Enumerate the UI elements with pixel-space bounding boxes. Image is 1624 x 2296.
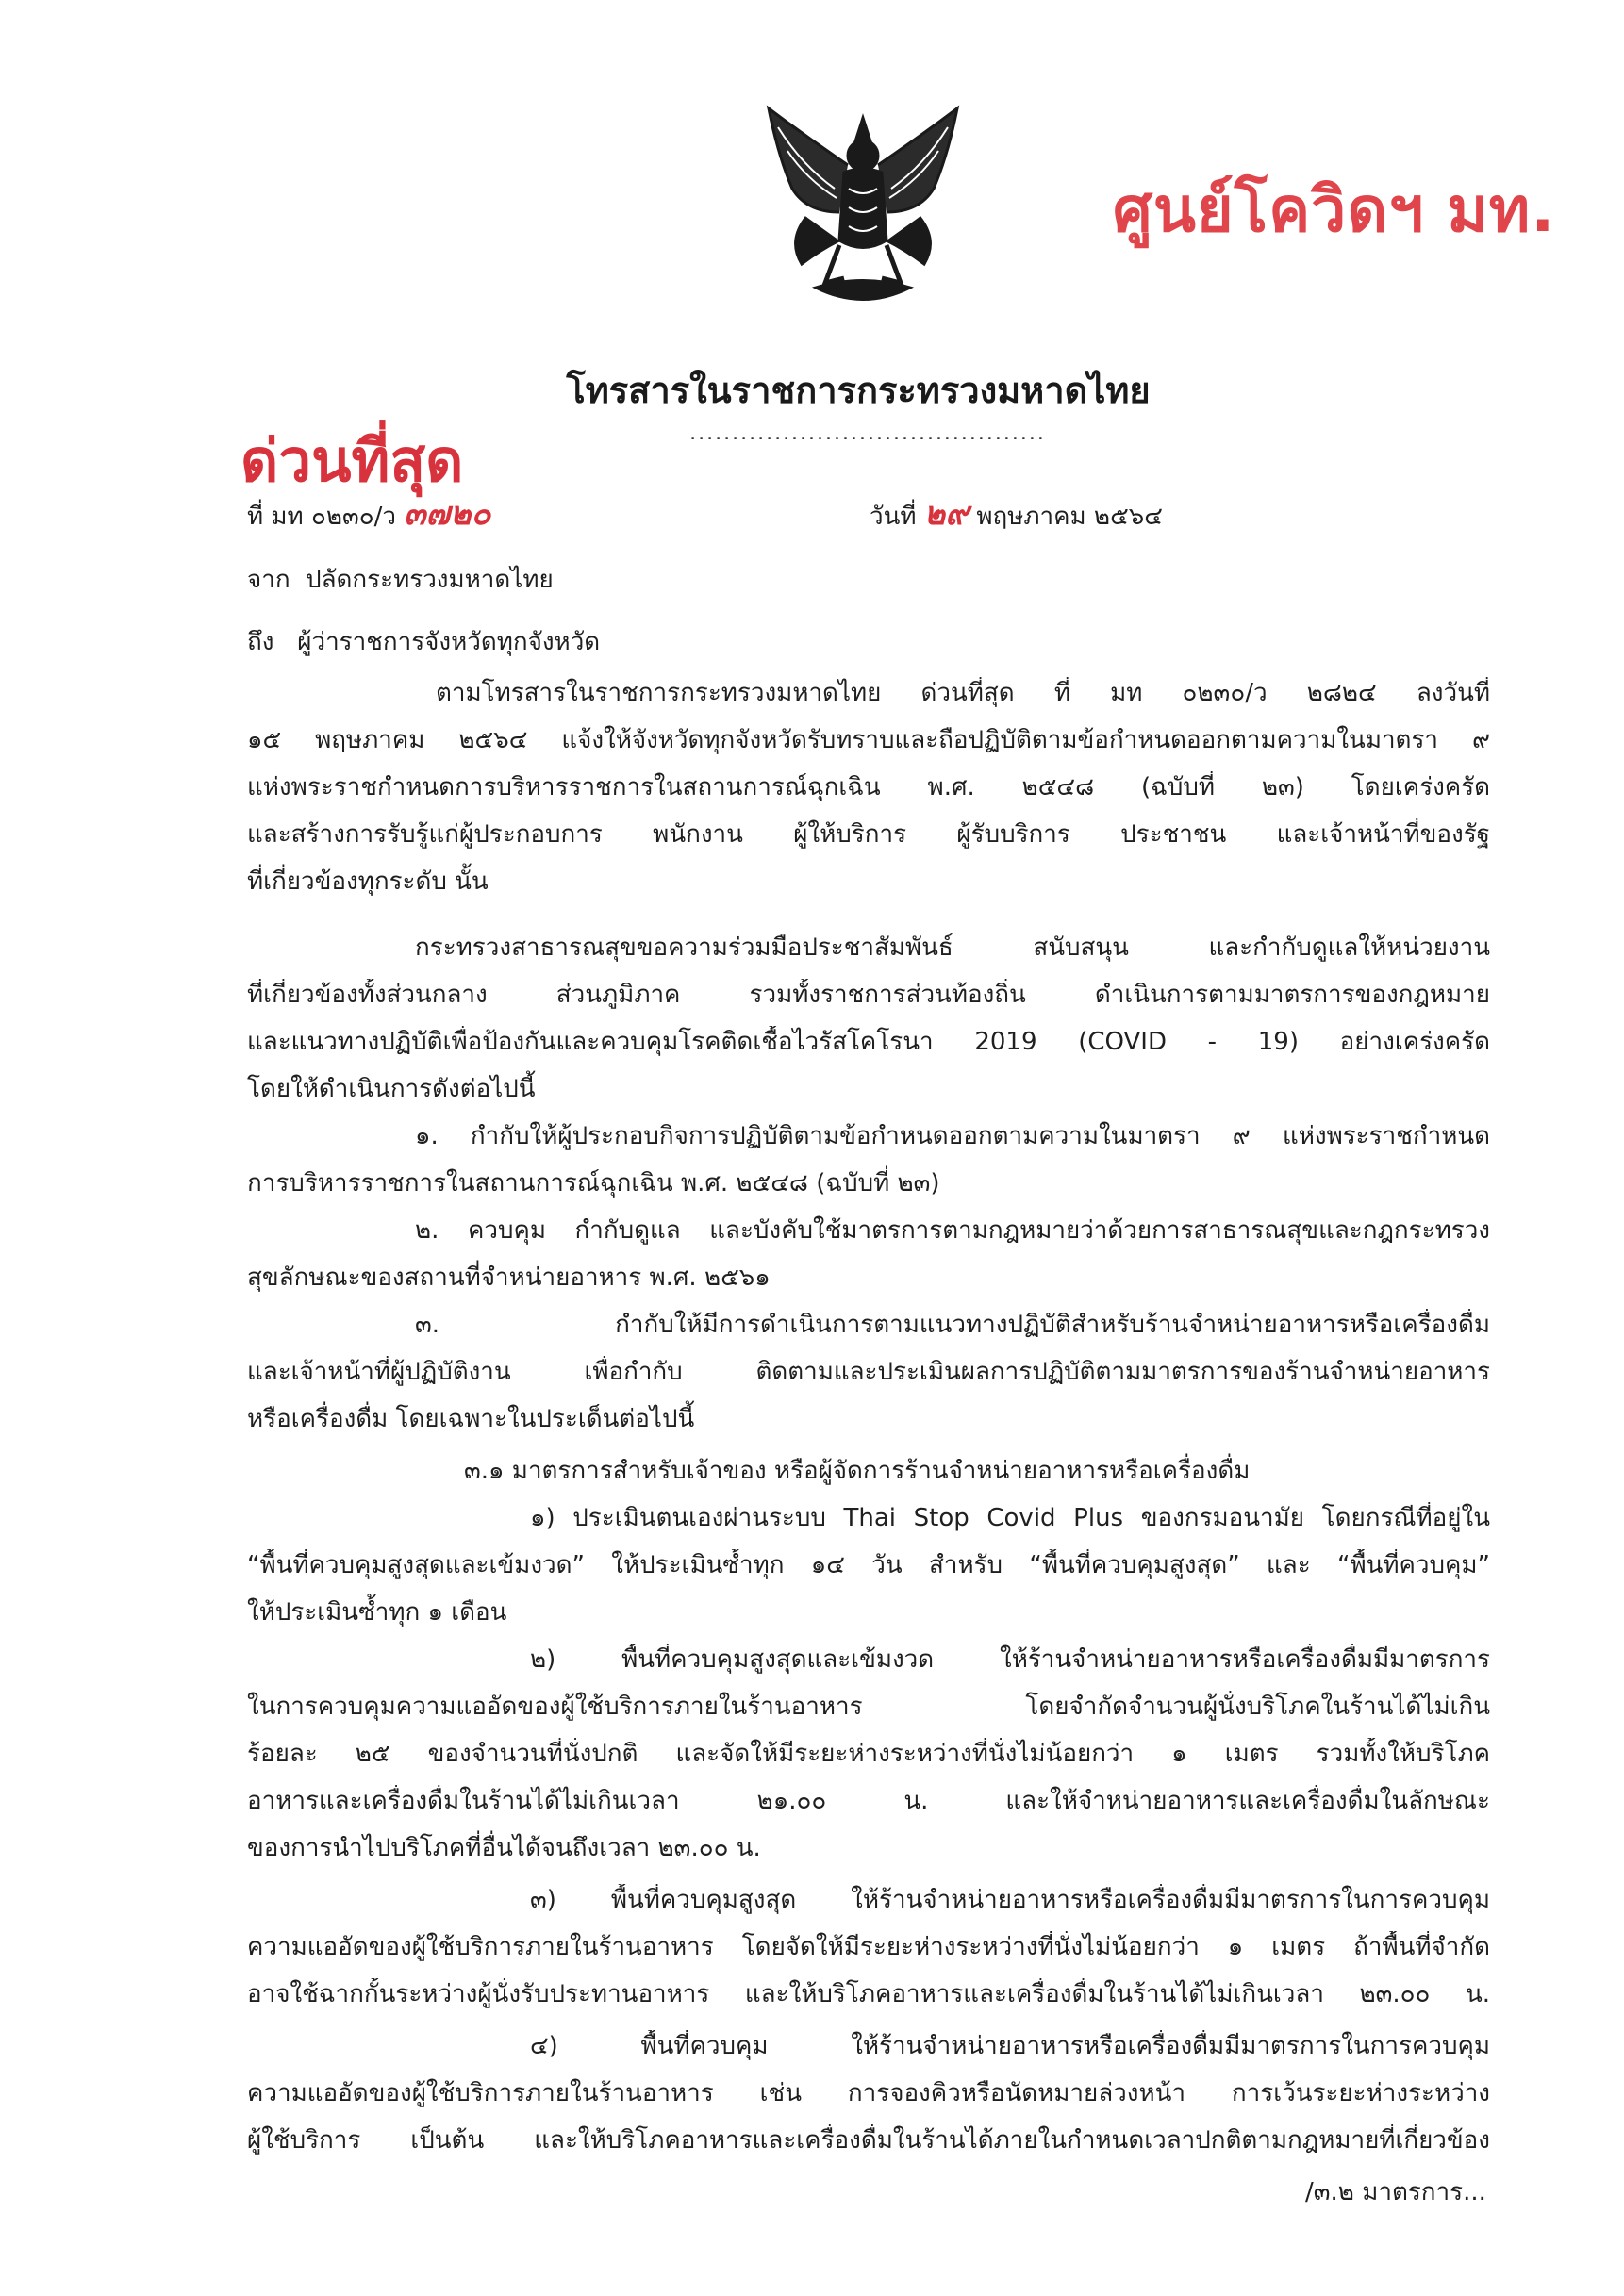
document-title: โทรสารในราชการกระทรวงมหาดไทย <box>566 370 1151 411</box>
body-line: ๑๕ พฤษภาคม ๒๕๖๔ แจ้งให้จังหวัดทุกจังหวัดรับทราบและถือปฏิบัติตามข้อกำหนดออกตามความในมาตรา ๙ <box>247 726 1490 754</box>
from-line <box>247 564 554 596</box>
body-line: อาจใช้ฉากกั้นระหว่างผู้นั่งรับประทานอาหาร และให้บริโภคอาหารและเครื่องดื่มในร้านได้ไม่เกินเวลา ๒๓.๐๐ น. <box>247 1980 1490 2008</box>
reference-number-handwritten: ๓๗๒๐ <box>404 495 491 533</box>
body-line: แห่งพระราชกำหนดการบริหารราชการในสถานการณ์ฉุกเฉิน พ.ศ. ๒๕๔๘ (ฉบับที่ ๒๓) โดยเคร่งครัด <box>247 773 1490 801</box>
reference-number <box>247 495 491 533</box>
to-value: ผู้ว่าราชการจังหวัดทุกจังหวัด <box>297 628 601 656</box>
title-dots: .......................................... <box>689 421 1046 445</box>
body-line: กระทรวงสาธารณสุขขอความร่วมมือประชาสัมพันธ์ สนับสนุน และกำกับดูแลให้หน่วยงาน <box>415 933 1490 962</box>
body-line: และแนวทางปฏิบัติเพื่อป้องกันและควบคุมโรคติดเชื้อไวรัสโคโรนา 2019 (COVID - 19) อย่างเคร่งครัด <box>247 1028 1490 1056</box>
from-label: จาก <box>247 566 290 594</box>
body-line: ๑) ประเมินตนเองผ่านระบบ Thai Stop Covid Plus ของกรมอนามัย โดยกรณีที่อยู่ใน <box>530 1504 1490 1532</box>
body-line: และเจ้าหน้าที่ผู้ปฏิบัติงาน เพื่อกำกับ ติดตามและประเมินผลการปฏิบัติตามมาตรการของร้านจำหน่ายอาหาร <box>247 1358 1490 1386</box>
body-line: การบริหารราชการในสถานการณ์ฉุกเฉิน พ.ศ. ๒๕๔๘ (ฉบับที่ ๒๓) <box>247 1169 940 1198</box>
body-line: โดยให้ดำเนินการดังต่อไปนี้ <box>247 1075 536 1103</box>
body-line: ในการควบคุมความแออัดของผู้ใช้บริการภายในร้านอาหาร โดยจำกัดจำนวนผู้นั่งบริโภคในร้านได้ไม่เกิน <box>247 1693 1490 1721</box>
date-day-handwritten: ๒๙ <box>923 495 969 533</box>
body-line: ความแออัดของผู้ใช้บริการภายในร้านอาหาร โดยจัดให้มีระยะห่างระหว่างที่นั่งไม่น้อยกว่า ๑ เมตร ถ้าพื้นที่จำกัด <box>247 1933 1490 1961</box>
body-line: ๓.๑ มาตรการสำหรับเจ้าของ หรือผู้จัดการร้านจำหน่ายอาหารหรือเครื่องดื่ม <box>464 1457 1251 1485</box>
body-line: ผู้ใช้บริการ เป็นต้น และให้บริโภคอาหารและเครื่องดื่มในร้านได้ภายในกำหนดเวลาปกติตามกฎหมายที่เกี่ยวข้อง <box>247 2126 1490 2155</box>
garuda-emblem <box>750 99 976 316</box>
body-line: ที่เกี่ยวข้องทุกระดับ นั้น <box>247 867 489 896</box>
body-line: ความแออัดของผู้ใช้บริการภายในร้านอาหาร เช่น การจองคิวหรือนัดหมายล่วงหน้า การเว้นระยะห่างระหว่าง <box>247 2079 1490 2107</box>
body-line: ร้อยละ ๒๕ ของจำนวนที่นั่งปกติ และจัดให้มีระยะห่างระหว่างที่นั่งไม่น้อยกว่า ๑ เมตร รวมทั้งให้บริโภค <box>247 1740 1490 1768</box>
body-line: “พื้นที่ควบคุมสูงสุดและเข้มงวด” ให้ประเมินซ้ำทุก ๑๔ วัน สำหรับ “พื้นที่ควบคุมสูงสุด” และ “พื้นที่ควบคุม” <box>247 1551 1490 1579</box>
body-line: และสร้างการรับรู้แก่ผู้ประกอบการ พนักงาน ผู้ให้บริการ ผู้รับบริการ ประชาชน และเจ้าหน้าที่ของรัฐ <box>247 820 1490 849</box>
body-line: อาหารและเครื่องดื่มในร้านได้ไม่เกินเวลา ๒๑.๐๐ น. และให้จำหน่ายอาหารและเครื่องดื่มในลักษณะ <box>247 1787 1490 1815</box>
body-line: ๓) พื้นที่ควบคุมสูงสุด ให้ร้านจำหน่ายอาหารหรือเครื่องดื่มมีมาตรการในการควบคุม <box>530 1886 1490 1914</box>
date-prefix: วันที่ <box>870 503 917 531</box>
body-line: ให้ประเมินซ้ำทุก ๑ เดือน <box>247 1598 507 1627</box>
to-line <box>247 626 600 658</box>
body-line: ๒. ควบคุม กำกับดูแล และบังคับใช้มาตรการตามกฎหมายว่าด้วยการสาธารณสุขและกฎกระทรวง <box>415 1216 1490 1245</box>
body-line: ของการนำไปบริโภคที่อื่นได้จนถึงเวลา ๒๓.๐๐ น. <box>247 1834 761 1862</box>
continuation-note: /๓.๒ มาตรการ... <box>1305 2178 1486 2206</box>
body-line: หรือเครื่องดื่ม โดยเฉพาะในประเด็นต่อไปนี้ <box>247 1405 695 1433</box>
body-line: ๑. กำกับให้ผู้ประกอบกิจการปฏิบัติตามข้อกำหนดออกตามความในมาตรา ๙ แห่งพระราชกำหนด <box>415 1122 1490 1150</box>
urgent-stamp: ด่วนที่สุด <box>240 426 464 495</box>
body-line: ๒) พื้นที่ควบคุมสูงสุดและเข้มงวด ให้ร้านจำหน่ายอาหารหรือเครื่องดื่มมีมาตรการ <box>530 1645 1490 1674</box>
body-line: ที่เกี่ยวข้องทั้งส่วนกลาง ส่วนภูมิภาค รวมทั้งราชการส่วนท้องถิ่น ดำเนินการตามมาตรการของกฎหมาย <box>247 981 1490 1009</box>
body-line: ตามโทรสารในราชการกระทรวงมหาดไทย ด่วนที่สุด ที่ มท ๐๒๓๐/ว ๒๘๒๔ ลงวันที่ <box>436 679 1490 707</box>
body-line: สุขลักษณะของสถานที่จำหน่ายอาหาร พ.ศ. ๒๕๖๑ <box>247 1264 771 1292</box>
covid-center-stamp: ศูนย์โควิดฯ มท. <box>1113 173 1556 246</box>
to-label: ถึง <box>247 628 274 656</box>
reference-prefix: ที่ มท ๐๒๓๐/ว <box>247 503 396 531</box>
from-value: ปลัดกระทรวงมหาดไทย <box>306 566 554 594</box>
date-month-year: พฤษภาคม ๒๕๖๔ <box>976 503 1163 531</box>
body-line: ๔) พื้นที่ควบคุม ให้ร้านจำหน่ายอาหารหรือเครื่องดื่มมีมาตรการในการควบคุม <box>530 2032 1490 2060</box>
body-line: ๓. กำกับให้มีการดำเนินการตามแนวทางปฏิบัติสำหรับร้านจำหน่ายอาหารหรือเครื่องดื่ม <box>415 1311 1490 1339</box>
document-date <box>870 495 1163 533</box>
